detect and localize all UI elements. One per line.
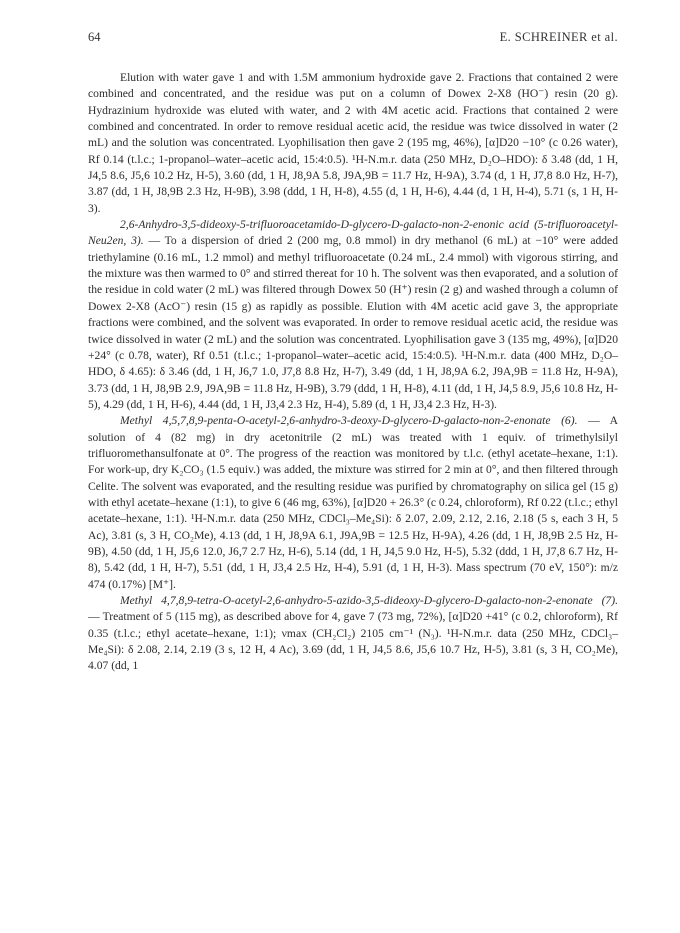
page-header	[88, 30, 618, 52]
page-number: 64	[88, 30, 101, 44]
paragraph-elution	[88, 70, 618, 217]
body-text	[88, 70, 618, 675]
compound-title: Methyl 4,5,7,8,9-penta-O-acetyl-2,6-anhydro-3-deoxy-D-glycero-D-galacto-non-2-enonate (6).	[120, 414, 578, 428]
compound-title: 2,6-Anhydro-3,5-dideoxy-5-trifluoroacetamido-D-glycero-D-galacto-non-2-enonic acid (5-trifluoroacetyl-Neu2en, 3).	[88, 218, 618, 248]
compound-title: Methyl 4,7,8,9-tetra-O-acetyl-2,6-anhydro-5-azido-3,5-dideoxy-D-glycero-D-galacto-non-2-enonate (7).	[120, 594, 618, 607]
paragraph-compound-6	[88, 413, 618, 593]
paragraph-text: — To a dispersion of dried 2 (200 mg, 0.8 mmol) in dry methanol (6 mL) at −10° were added triethylamine (0.16 mL, 1.2 mmol) and methyl trifluoroacetate (0.24 mL, 2.4 mmol) with vigorous stirring, and the mixture was then warmed to 0° and stirred thereat for 10 h. The solvent was then evaporated, and a solution of the residue in cold water (2 mL) was filtered through Dowex 50 (H⁺) resin (2 g) and washed through a column of Dowex 2-X8 (AcO⁻) resin (15 g) as rapidly as possible. Elution with 4M acetic acid gave 3, the appropriate fractions were combined, and the solvent was evaporated. In order to remove residual acetic acid, the residue was twice dissolved in water (2 mL) and the solution was concentrated. Lyophilisation gave 3 (135 mg, 49%), [α]D20 +24° (c 0.78, water), Rf 0.51 (t.l.c.; 1-propanol–water–acetic acid, 15:4:0.5). ¹H-N.m.r. data (400 MHz, D₂O–HDO, δ 4.65): δ 3.46 (dd, 1 H, J6,7 1.0, J7,8 8.8 Hz, H-7), 3.49 (dd, 1 H, J8,9A 6.2, J9A,9B = 11.8 Hz, H-9A), 3.73 (dd, 1 H, J8,9B 2.9, J9A,9B = 11.8 Hz, H-9B), 3.79 (ddd, 1 H, H-8), 4.11 (dd, 1 H, J4,5 8.9, J5,6 10.8 Hz, H-5), 4.29 (dd, 1 H, H-6), 4.44 (dd, 1 H, J3,4 2.3 Hz, H-4), 5.89 (d, 1 H, J3,4 2.3 Hz, H-3).	[88, 234, 618, 411]
paragraph-compound-3	[88, 217, 618, 413]
paragraph-text: Elution with water gave 1 and with 1.5M ammonium hydroxide gave 2. Fractions that contained 2 were combined and concentrated, and the residue was put on a column of Dowex 2-X8 (HO⁻) resin (20 g). Hydrazinium hydroxide was eluted with water, and 2 with 4M acetic acid. Fractions that contained 2 were combined and concentrated. In order to remove residual acetic acid, the residue was twice dissolved in water (2 mL) and the solution was concentrated. Lyophilisation then gave 2 (195 mg, 46%), [α]D20 −10° (c 0.26 water), Rf 0.14 (t.l.c.; 1-propanol–water–acetic acid, 15:4:0.5). ¹H-N.m.r. data (250 MHz, D₂O–HDO): δ 3.48 (dd, 1 H, J4,5 8.6, J5,6 10.2 Hz, H-5), 3.60 (dd, 1 H, J8,9A 5.8, J9A,9B = 11.7 Hz, H-9A), 3.74 (d, 1 H, J7,8 8.0 Hz, H-7), 3.87 (dd, 1 H, J8,9B 2.3 Hz, H-9B), 3.98 (ddd, 1 H, H-8), 4.55 (d, 1 H, H-6), 4.44 (d, 1 H, H-4), 5.71 (s, 1 H, H-3).	[88, 71, 618, 215]
paragraph-text: — Treatment of 5 (115 mg), as described above for 4, gave 7 (73 mg, 72%), [α]D20 +41° (c 0.2, chloroform), Rf 0.35 (t.l.c.; ethyl acetate–hexane, 1:1); νmax (CH₂Cl₂) 2105 cm⁻¹ (N₃). ¹H-N.m.r. data (250 MHz, CDCl₃–Me₄Si): δ 2.08, 2.14, 2.19 (3 s, 12 H, 4 Ac), 3.69 (dd, 1 H, J4,5 8.6, J5,6 10.7 Hz, H-5), 3.81 (s, 3 H, CO₂Me), 4.07 (dd, 1	[88, 610, 618, 673]
running-head: E. SCHREINER et al.	[499, 30, 618, 44]
paragraph-text: — A solution of 4 (82 mg) in dry acetonitrile (2 mL) was treated with 1 equiv. of trimethylsilyl trifluoromethansulfonate at 0°. The progress of the reaction was monitored by t.l.c. (ethyl acetate–hexane, 1:1). For work-up, dry K₂CO₃ (1.5 equiv.) was added, the mixture was stirred for 2 min at 0°, and then filtered through Celite. The solvent was evaporated, and the resulting residue was purified by chromatography on silica gel (15 g) with ethyl acetate–hexane (1:1), to give 6 (46 mg, 63%), [α]D20 + 26.3° (c 0.24, chloroform), Rf 0.22 (t.l.c.; ethyl acetate–hexane, 1:1). ¹H-N.m.r. data (250 MHz, CDCl₃–Me₄Si): δ 2.07, 2.09, 2.12, 2.16, 2.18 (5 s, each 3 H, 5 Ac), 3.81 (s, 3 H, CO₂Me), 4.13 (dd, 1 H, J8,9A 6.1, J9A,9B = 12.5 Hz, H-9A), 4.26 (dd, 1 H, J8,9B 2.5 Hz, H-9B), 4.50 (dd, 1 H, J5,6 12.0, J6,7 2.7 Hz, H-6), 5.14 (dd, 1 H, J4,5 9.0 Hz, H-5), 5.32 (ddd, 1 H, J7,8 6.7 Hz, H-8), 5.42 (dd, 1 H, H-7), 5.51 (dd, 1 H, J3,4 2.5 Hz, H-4), 5.91 (d, 1 H, H-3). Mass spectrum (70 eV, 150°): m/z 474 (0.17%) [M⁺].	[88, 414, 618, 591]
paragraph-compound-7	[88, 593, 618, 675]
